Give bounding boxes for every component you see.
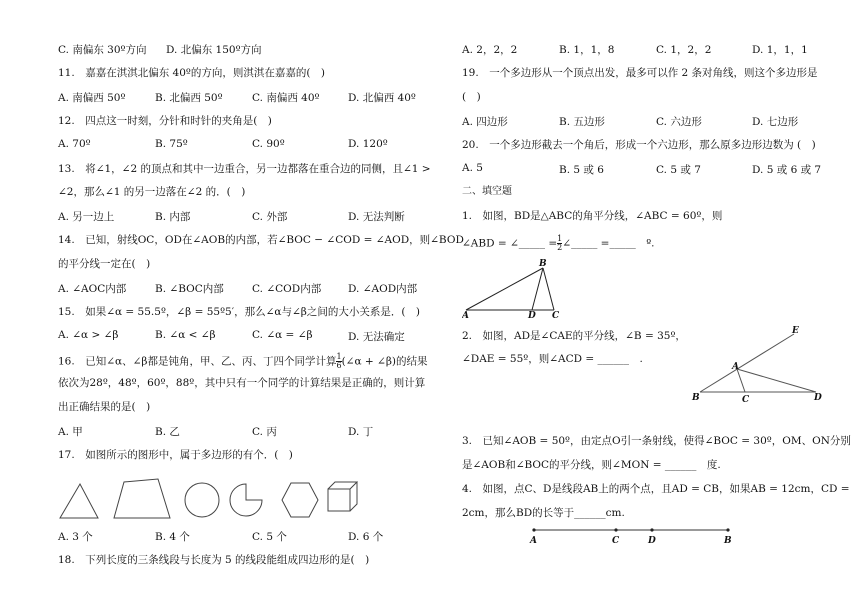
hexagon-shape [282,483,318,517]
q17-option-a[interactable]: A. 3 个 [58,531,93,543]
q18-option-c[interactable]: C. 1，2，2 [656,44,712,56]
q11-option-a[interactable]: A. 南偏西 50º [58,92,126,104]
q15-option-c[interactable]: C. ∠α = ∠β [252,329,313,341]
f1-stem-line2 [462,235,654,252]
circle-shape [185,483,219,517]
f1-segment-bd [532,268,543,310]
q19-option-a[interactable]: A. 四边形 [462,116,508,128]
q14-option-d[interactable]: D. ∠AOD内部 [348,283,418,295]
q14-option-a[interactable]: A. ∠AOC内部 [58,283,127,295]
q16-option-d[interactable]: D. 丁 [348,426,374,438]
q10-option-c[interactable]: C. 南偏东 30º方向 [58,44,147,56]
q12-option-d[interactable]: D. 120º [348,138,388,150]
q14-stem-line1: 14. 已知，射线OC，OD在∠AOB的内部，若∠BOC − ∠COD = ∠AOD，则∠BOD [58,234,464,246]
f4-point-b [726,528,729,531]
q18-option-a[interactable]: A. 2，2，2 [462,44,518,56]
q16-option-b[interactable]: B. 乙 [155,426,180,438]
f1-label-a: A [462,311,469,318]
left-column [58,0,464,608]
q11-stem: 11. 嘉嘉在淇淇北偏东 40º的方向，则淇淇在嘉嘉的( ) [58,67,326,79]
f4-stem-line1: 4. 如图，点C、D是线段AB上的两个点，且AD = CB，如果AB = 12cm，CD = [462,483,850,495]
q20-option-d[interactable]: D. 5 或 6 或 7 [752,164,822,176]
f2-stem-line1: 2. 如图，AD是∠CAE的平分线，∠B = 35º， [462,330,686,342]
triangle-shape [60,484,98,518]
q20-option-b[interactable]: B. 5 或 6 [559,164,604,176]
q15-option-a[interactable]: A. ∠α > ∠β [58,329,119,341]
q15-option-d[interactable]: D. 无法确定 [348,331,405,343]
q16-stem-part2: (∠α + ∠β)的结果 [341,355,428,368]
q17-stem: 17. 如图所示的图形中，属于多边形的有个．( ) [58,449,293,461]
f2-angle-figure [690,322,830,404]
f1-stem-part1: ∠ABD = ∠_____ = [462,237,558,250]
f4-label-b: B [724,536,732,546]
q18-option-b[interactable]: B. 1，1，8 [559,44,615,56]
q13-option-c[interactable]: C. 外部 [252,211,288,223]
sector-shape [230,484,262,516]
f4-point-c [614,528,617,531]
q16-fraction-denominator: 6 [336,361,342,370]
right-column [462,0,860,608]
q15-option-b[interactable]: B. ∠α < ∠β [155,329,216,341]
q16-stem-part1: 16. 已知∠α、∠β都是钝角，甲、乙、丙、丁四个同学计算 [58,355,337,368]
q15-stem: 15. 如果∠α = 55.5º，∠β = 55º5′，那么∠α与∠β之间的大小关系是．( ) [58,306,421,318]
f1-stem-line1: 1. 如图，BD是△ABC的角平分线，∠ABC = 60º，则 [462,210,723,222]
q17-shapes-figure [58,474,358,520]
q16-option-c[interactable]: C. 丙 [252,426,277,438]
f3-stem-line2: 是∠AOB和∠BOC的平分线，则∠MON = ______ 度. [462,459,721,471]
q11-option-d[interactable]: D. 北偏西 40º [348,92,416,104]
f4-stem-line2: 2cm，那么BD的长等于______cm. [462,507,625,519]
f1-segment-bc [543,268,554,310]
q11-option-b[interactable]: B. 北偏西 50º [155,92,223,104]
q16-stem-line1 [58,353,428,370]
f4-label-c: C [612,536,620,546]
q13-option-a[interactable]: A. 另一边上 [58,211,115,223]
f3-stem-line1: 3. 已知∠AOB = 50º，由定点O引一条射线，使得∠BOC = 30º，OM、ON分别 [462,435,851,447]
q18-option-d[interactable]: D. 1，1，1 [752,44,808,56]
cube-front-face [328,489,350,511]
q19-option-d[interactable]: D. 七边形 [752,116,799,128]
q17-option-d[interactable]: D. 6 个 [348,531,384,543]
q14-stem-line2: 的平分线一定在( ) [58,258,151,270]
q10-option-d[interactable]: D. 北偏东 150º方向 [166,44,262,56]
section-title-fill-in: 二、填空题 [462,186,512,197]
f1-triangle-figure [462,256,572,318]
q17-option-b[interactable]: B. 4 个 [155,531,190,543]
f2-segment-ad [737,369,816,392]
f2-label-c: C [742,395,750,404]
f4-segment-figure [526,524,740,548]
q11-option-c[interactable]: C. 南偏西 40º [252,92,320,104]
q14-option-b[interactable]: B. ∠BOC内部 [155,283,224,295]
q16-stem-line2: 依次为28º，48º，60º，88º，其中只有一个同学的计算结果是正确的，则计算 [58,377,426,389]
q19-stem-line2: ( ) [462,91,481,103]
q19-option-c[interactable]: C. 六边形 [656,116,702,128]
q12-option-c[interactable]: C. 90º [252,138,285,150]
f2-ray-be [700,334,794,392]
q16-fraction-numerator: 1 [336,352,342,361]
q20-option-c[interactable]: C. 5 或 7 [656,164,701,176]
q19-stem-line1: 19. 一个多边形从一个顶点出发，最多可以作 2 条对角线，则这个多边形是 [462,67,818,79]
trapezoid-shape [114,479,170,518]
q13-stem-line1: 13. 将∠1，∠2 的顶点和其中一边重合，另一边都落在重合边的同侧，且∠1 > [58,163,431,175]
f4-label-d: D [648,536,656,546]
q16-stem-line3: 出正确结果的是( ) [58,401,151,413]
cube-side-face [350,482,357,511]
q12-option-b[interactable]: B. 75º [155,138,188,150]
f1-label-c: C [552,311,560,318]
f2-stem-line2: ∠DAE = 55º，则∠ACD = ______ . [462,353,643,365]
f1-label-d: D [528,311,536,318]
q13-option-b[interactable]: B. 内部 [155,211,191,223]
q19-option-b[interactable]: B. 五边形 [559,116,605,128]
f1-stem-part2: ∠_____ =_____ º. [562,237,655,250]
q13-stem-line2: ∠2，那么∠1 的另一边落在∠2 的．( ) [58,186,246,198]
f2-label-a: A [732,362,739,372]
f1-label-b: B [539,259,547,269]
f4-point-d [650,528,653,531]
q16-option-a[interactable]: A. 甲 [58,426,83,438]
q13-option-d[interactable]: D. 无法判断 [348,211,405,223]
f2-label-d: D [814,393,822,403]
cube-top-face [328,482,357,489]
f1-fraction-denominator: 2 [557,243,563,252]
f2-label-e: E [792,326,799,336]
q14-option-c[interactable]: C. ∠COD内部 [252,283,322,295]
f4-point-a [532,528,535,531]
q20-stem: 20. 一个多边形截去一个角后，形成一个六边形，那么原多边形边数为 ( ) [462,139,816,151]
f1-fraction-numerator: 1 [557,234,563,243]
f1-segment-ab [466,268,543,310]
q17-option-c[interactable]: C. 5 个 [252,531,287,543]
f2-label-b: B [692,393,700,403]
q18-stem: 18. 下列长度的三条线段与长度为 5 的线段能组成四边形的是( ) [58,554,370,566]
q20-option-a[interactable]: A. 5 [462,162,483,174]
q12-stem: 12. 四点这一时刻，分针和时针的夹角是( ) [58,115,272,127]
f2-segment-ac [737,369,745,392]
f4-label-a: A [530,536,537,546]
q12-option-a[interactable]: A. 70º [58,138,91,150]
